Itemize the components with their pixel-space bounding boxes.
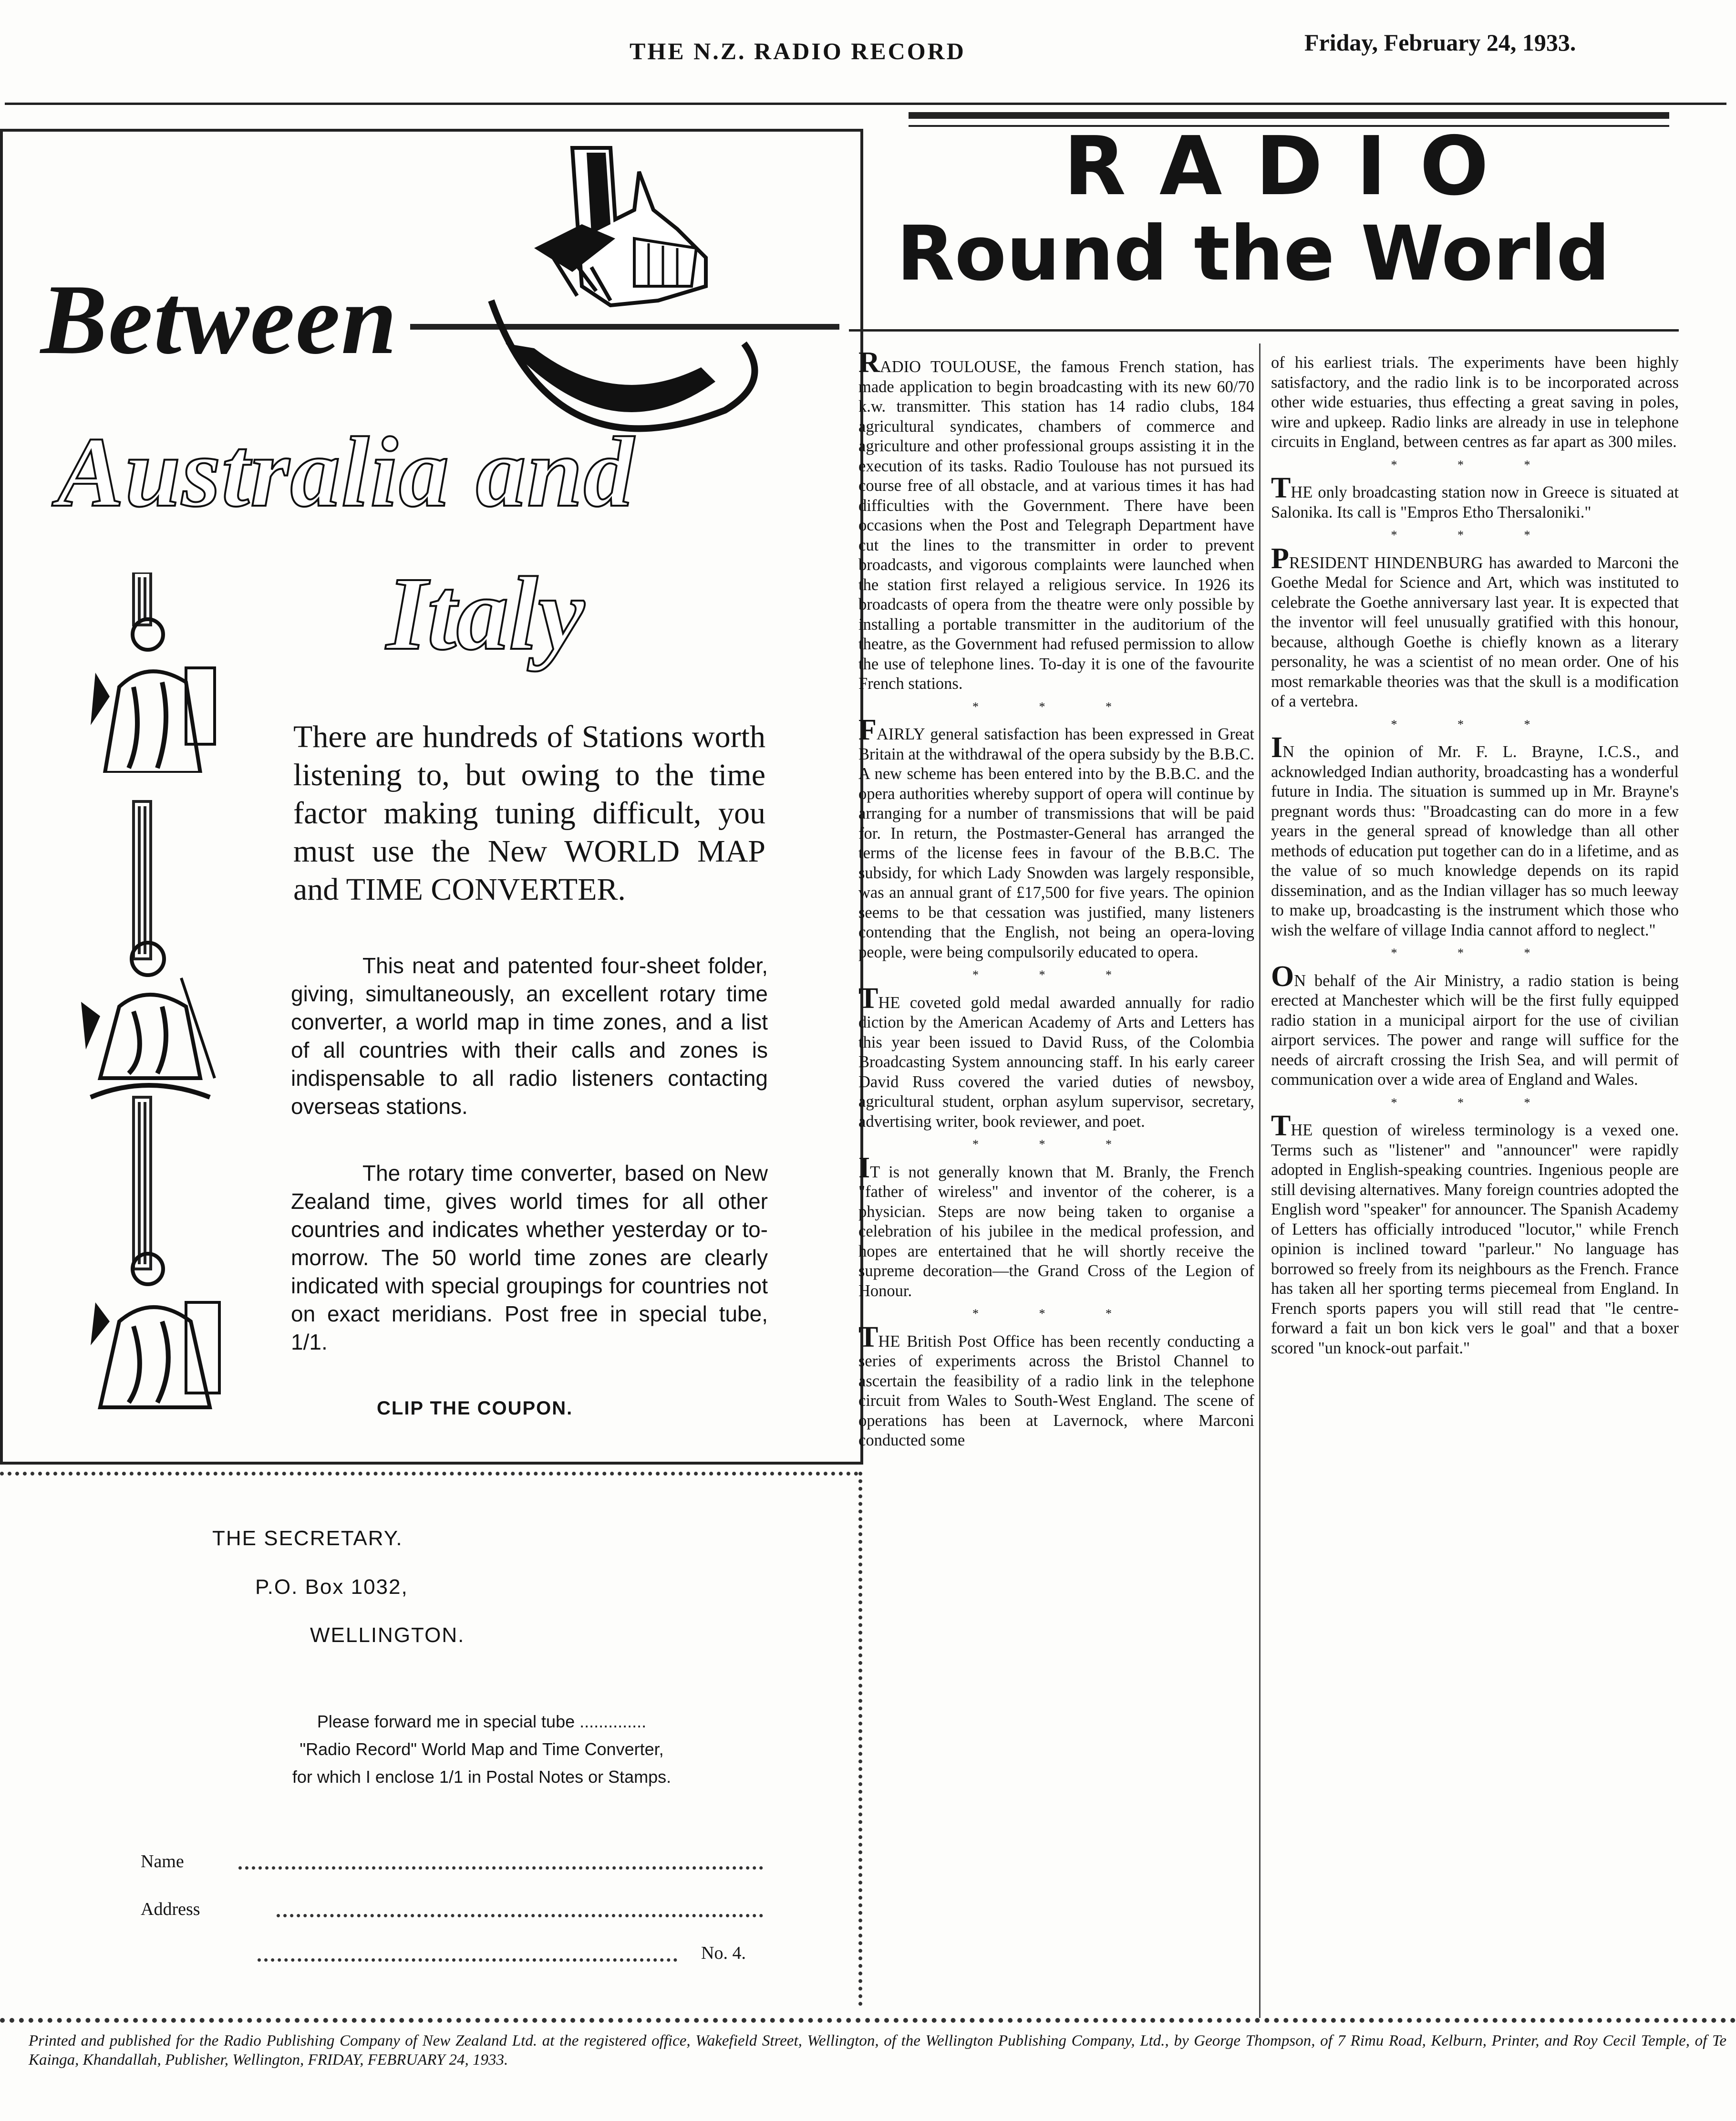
separator-stars: * * * bbox=[1391, 717, 1559, 731]
item-radio-toulouse: RADIO TOULOUSE, the famous French station, has made application to begin broadcasting with its new 60/70 k.w. transmitter. This station has 14 radio clubs, 184 agricultural syndicates, chambers of commerce and agriculture and other professional groups assisting it in the execution of its tasks. Radio Toulouse has not pursued its course free of all obstacle, and at various times it has had difficulties with the Government. There have been occasions when the Post and Telegraph Department have cut the lines to the transmitter in order to prevent broadcasts, and vigorous complaints were launched when the station first relayed a religious service. In 1926 its broadcasts of opera from the theatre were only possible by installing a portable transmitter in the auditorium of the theatre, as the Government had refused permission to allow the use of telephone lines. To-day it is one of the favourite French stations. bbox=[858, 346, 1254, 693]
article-title-rule bbox=[849, 329, 1679, 332]
masthead-rule bbox=[5, 103, 1726, 105]
item-hindenburg: PRESIDENT HINDENBURG has awarded to Marconi the Goethe Medal for Science and Art, which was instituted to celebrate the Goethe anniversary last year. It is expected that the inventor will feel unusually gratified with this honour, because, although Goethe is chiefly known as a literary personality, he was a scientist of no mean order. One of his most remarkable theories was that the skull is a modification of a vertebra. bbox=[1271, 542, 1679, 710]
paper-title: THE N.Z. RADIO RECORD bbox=[630, 38, 966, 64]
ad-intro: There are hundreds of Stations worth listening to, but owing to the time factor making tuning difficult, you must use the New WORLD MAP and TIME CONVERTER. bbox=[293, 719, 765, 907]
address-field[interactable] bbox=[277, 1914, 763, 1917]
coupon-request-line-1: Please forward me in special tube .............. bbox=[317, 1712, 647, 1731]
item-greece: THE only broadcasting station now in Greece is situated at Salonika. Its call is "Empros Etho Thersaloniki." bbox=[1271, 472, 1679, 521]
separator-stars: * * * bbox=[972, 968, 1140, 982]
imprint-footer: Printed and published for the Radio Publishing Company of New Zealand Ltd. at the registered office, Wakefield Street, Wellington, of the Wellington Publishing Company, Ltd., by George Thompson, of 7 Rimu Road, Kelburn, Printer, and Roy Cecil Temple, of Te Kainga, Khandallah, Publisher, Wellington, FRIDAY, FEBRUARY 24, 1933. bbox=[29, 2032, 1726, 2069]
coupon-request-line-2: "Radio Record" World Map and Time Converter, bbox=[300, 1739, 664, 1759]
separator-stars: * * * bbox=[972, 699, 1140, 714]
ad-heading-italy: Italy bbox=[386, 555, 585, 672]
separator-stars: * * * bbox=[1391, 946, 1559, 960]
separator-stars: * * * bbox=[1391, 1095, 1559, 1110]
coupon-po-box: P.O. Box 1032, bbox=[255, 1575, 408, 1599]
violinist-figure-icon bbox=[81, 1250, 229, 1412]
footer-rule bbox=[0, 2018, 1736, 2023]
coupon-right-border bbox=[858, 1472, 862, 2006]
item-india: IN the opinion of Mr. F. L. Brayne, I.C.S., and acknowledged Indian authority, broadcasting has a wonderful future in India. The situation is summed up in Mr. Brayne's pregnant words thus: "Broadcasting can do more in a few years in the general spread of knowledge than all other methods of education put together can do in a lifetime, and as the value of so much knowledge depends on its rapid dissemination, and as the Indian villager has so much leeway to make up, broadcasting is the instrument which those who wish the welfare of village India cannot afford to neglect." bbox=[1271, 731, 1679, 939]
clip-coupon-note: CLIP THE COUPON. bbox=[377, 1398, 573, 1419]
article-column-2 bbox=[1271, 353, 1679, 1360]
coupon-request bbox=[172, 1708, 792, 1791]
violinist-figure-icon bbox=[76, 615, 219, 773]
separator-stars: * * * bbox=[1391, 528, 1559, 542]
ad-heading-between: Between bbox=[41, 264, 398, 375]
item-terminology: THE question of wireless terminology is a vexed one. Terms such as "listener" and "announcer" were rapidly adopted in English-speaking countries. Ingenious people are still devising alternatives. Many foreign countries adopted the English word "speaker" for announcer. The Spanish Academy of Letters has officially introduced "locutor," while French opinion is inclined toward "parleur." No language has borrowed so freely from its neighbours as the French. France has taken all her sporting terms piecemeal from England. In French sports papers you will still read that "le centre-forward a fait un bon kick vers le goal" and that a boxer scored "un knock-out parfait." bbox=[1271, 1110, 1679, 1357]
item-bristol-channel: THE British Post Office has been recently conducting a series of experiments across the Bristol Channel to ascertain the feasibility of a radio link in the telephone circuit from Wales to South-West England. The scene of operations has been at Lavernock, where Marconi conducted some bbox=[858, 1320, 1254, 1449]
coupon-addressee: THE SECRETARY. bbox=[212, 1527, 403, 1550]
separator-stars: * * * bbox=[1391, 457, 1559, 472]
article-title-round-the-world: Round the World bbox=[897, 210, 1610, 298]
ad-body-converter: The rotary time converter, based on New Zealand time, gives world times for all other countries and indicates whether yesterday or to-morrow. The 50 world time zones are clearly indicated with special groupings for countries not on exact meridians. Post free in special tube, 1/1. bbox=[291, 1161, 768, 1354]
coupon-number: No. 4. bbox=[701, 1943, 746, 1963]
ad-body-folder: This neat and patented four-sheet folder, giving, simultaneously, an excellent rotary time converter, a world map in time zones, and a list of all countries with their calls and zones is indispensable to all radio listeners contacting overseas stations. bbox=[291, 953, 768, 1119]
name-field[interactable] bbox=[238, 1866, 763, 1870]
violinist-figure-icon bbox=[72, 935, 224, 1107]
article-title-radio: RADIO bbox=[1064, 119, 1522, 214]
separator-stars: * * * bbox=[972, 1137, 1140, 1151]
item-bristol-continued: of his earliest trials. The experiments have been highly satisfactory, and the radio link is to be incorporated across other wide estuaries, thus effecting a great saving in poles, wire and upkeep. Radio links are already in use in telephone circuits in England, between centres as far apart as 300 miles. bbox=[1271, 354, 1679, 451]
coupon-city: WELLINGTON. bbox=[310, 1623, 465, 1647]
name-label: Name bbox=[141, 1851, 184, 1871]
address-field-line-2[interactable] bbox=[258, 1958, 677, 1962]
address-label: Address bbox=[141, 1899, 200, 1919]
separator-stars: * * * bbox=[972, 1307, 1140, 1320]
coupon-top-border bbox=[0, 1472, 858, 1476]
item-david-russ: THE coveted gold medal awarded annually for radio diction by the American Academy of Arts and Letters has this year been issued to David Russ, of the Colombia Broadcasting System announcing staff. In his early career David Russ covered the varied duties of newsboy, agricultural student, orphan asylum supervisor, secretary, advertising writer, book reviewer, and poet. bbox=[858, 982, 1254, 1131]
issue-date: Friday, February 24, 1933. bbox=[1304, 29, 1576, 56]
article-rule-thick bbox=[909, 112, 1669, 119]
ad-heading-australia: Australia and bbox=[57, 417, 635, 528]
item-bbc-opera: FAIRLY general satisfaction has been expressed in Great Britain at the withdrawal of the opera subsidy by the B.B.C. A new scheme has been entered into by the B.B.C. and the opera authorities whereby support of opera will continue by arranging for a number of transmissions that will be paid for. In return, the Postmaster-General has arranged the terms of the license fees in favour of the B.B.C. The subsidy, for which Lady Snowden was largely responsible, was an annual grant of £17,500 for five years. The opinion seems to be that cessation was justified, many listeners contending that the English, not being an opera-loving people, were being compulsorily educated to opera. bbox=[858, 714, 1254, 961]
article-column-1 bbox=[858, 346, 1254, 1453]
item-branly: IT is not generally known that M. Branly, the French "father of wireless" and inventor of the coherer, is a physician. Steps are now being taken to organise a celebration of his jubilee in the medical profession, and hopes are entertained that he will shortly receive the supreme decoration—the Grand Cross of the Legion of Honour. bbox=[858, 1151, 1254, 1300]
coupon-request-line-3: for which I enclose 1/1 in Postal Notes or Stamps. bbox=[292, 1767, 672, 1787]
item-air-ministry: ON behalf of the Air Ministry, a radio station is being erected at Manchester which will be the first fully equipped radio station in a municipal airport for the use of civilian airport services. The power and range will suffice for the needs of aircraft crossing the Irish Sea, and will permit of communication over a wide area of England and Wales. bbox=[1271, 960, 1679, 1089]
column-separator bbox=[1259, 343, 1261, 2018]
